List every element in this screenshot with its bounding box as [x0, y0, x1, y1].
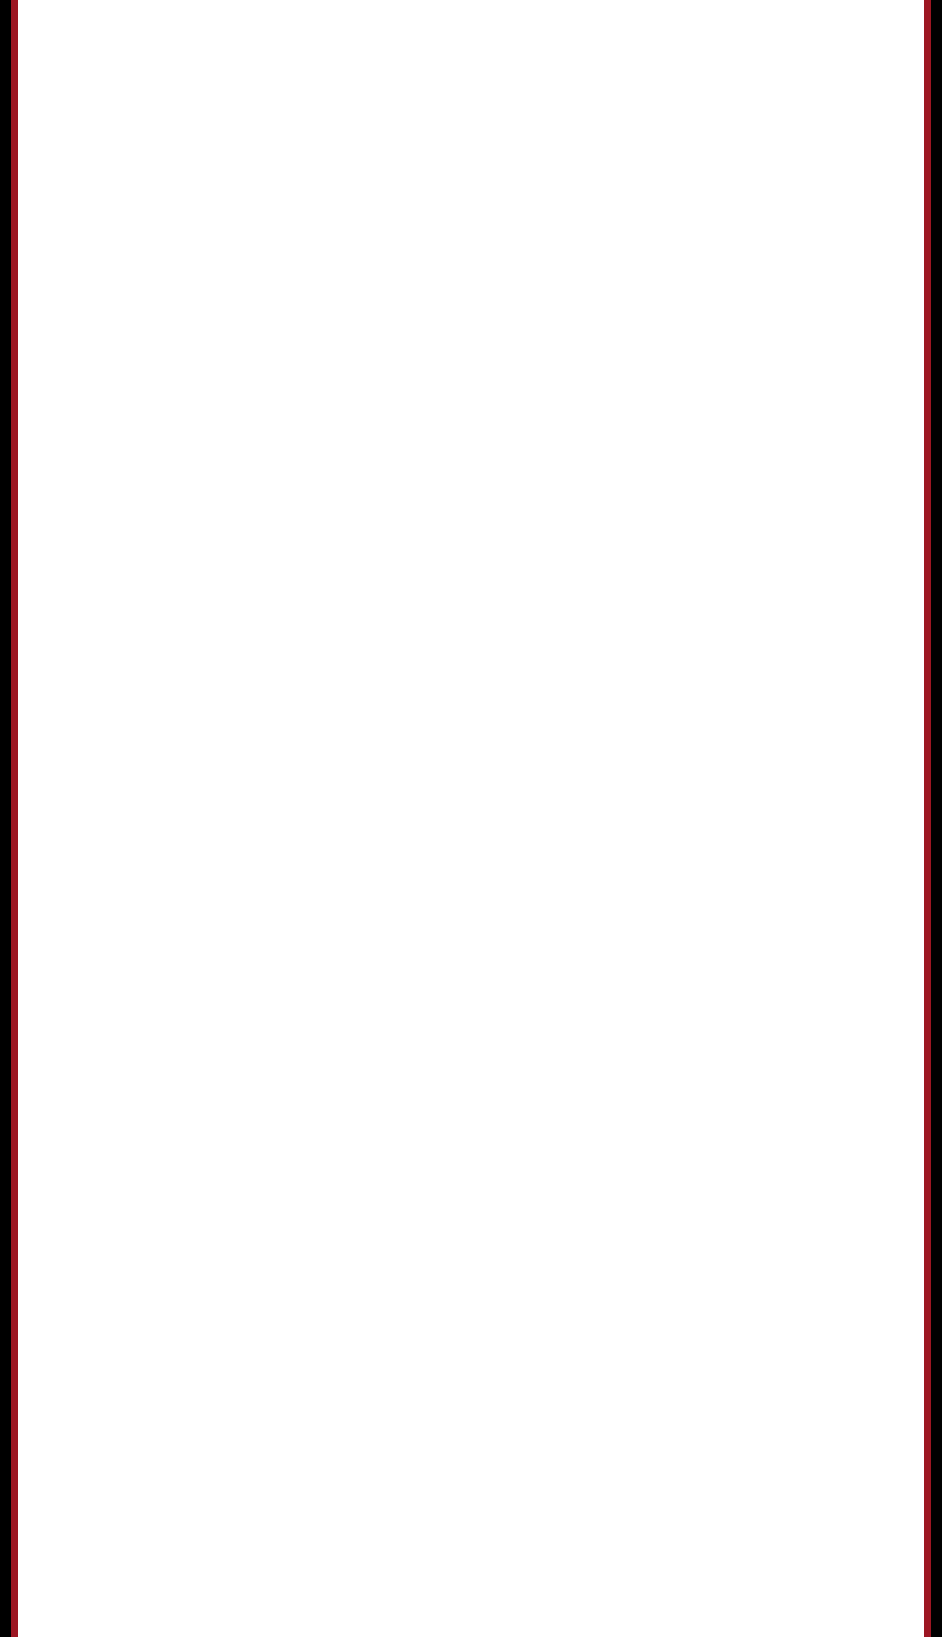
- left-black-band: [0, 0, 11, 1637]
- right-black-band: [931, 0, 942, 1637]
- left-red-stripe: [11, 0, 18, 1637]
- right-red-stripe: [924, 0, 931, 1637]
- left-page-border: [0, 0, 18, 1637]
- right-page-border: [924, 0, 942, 1637]
